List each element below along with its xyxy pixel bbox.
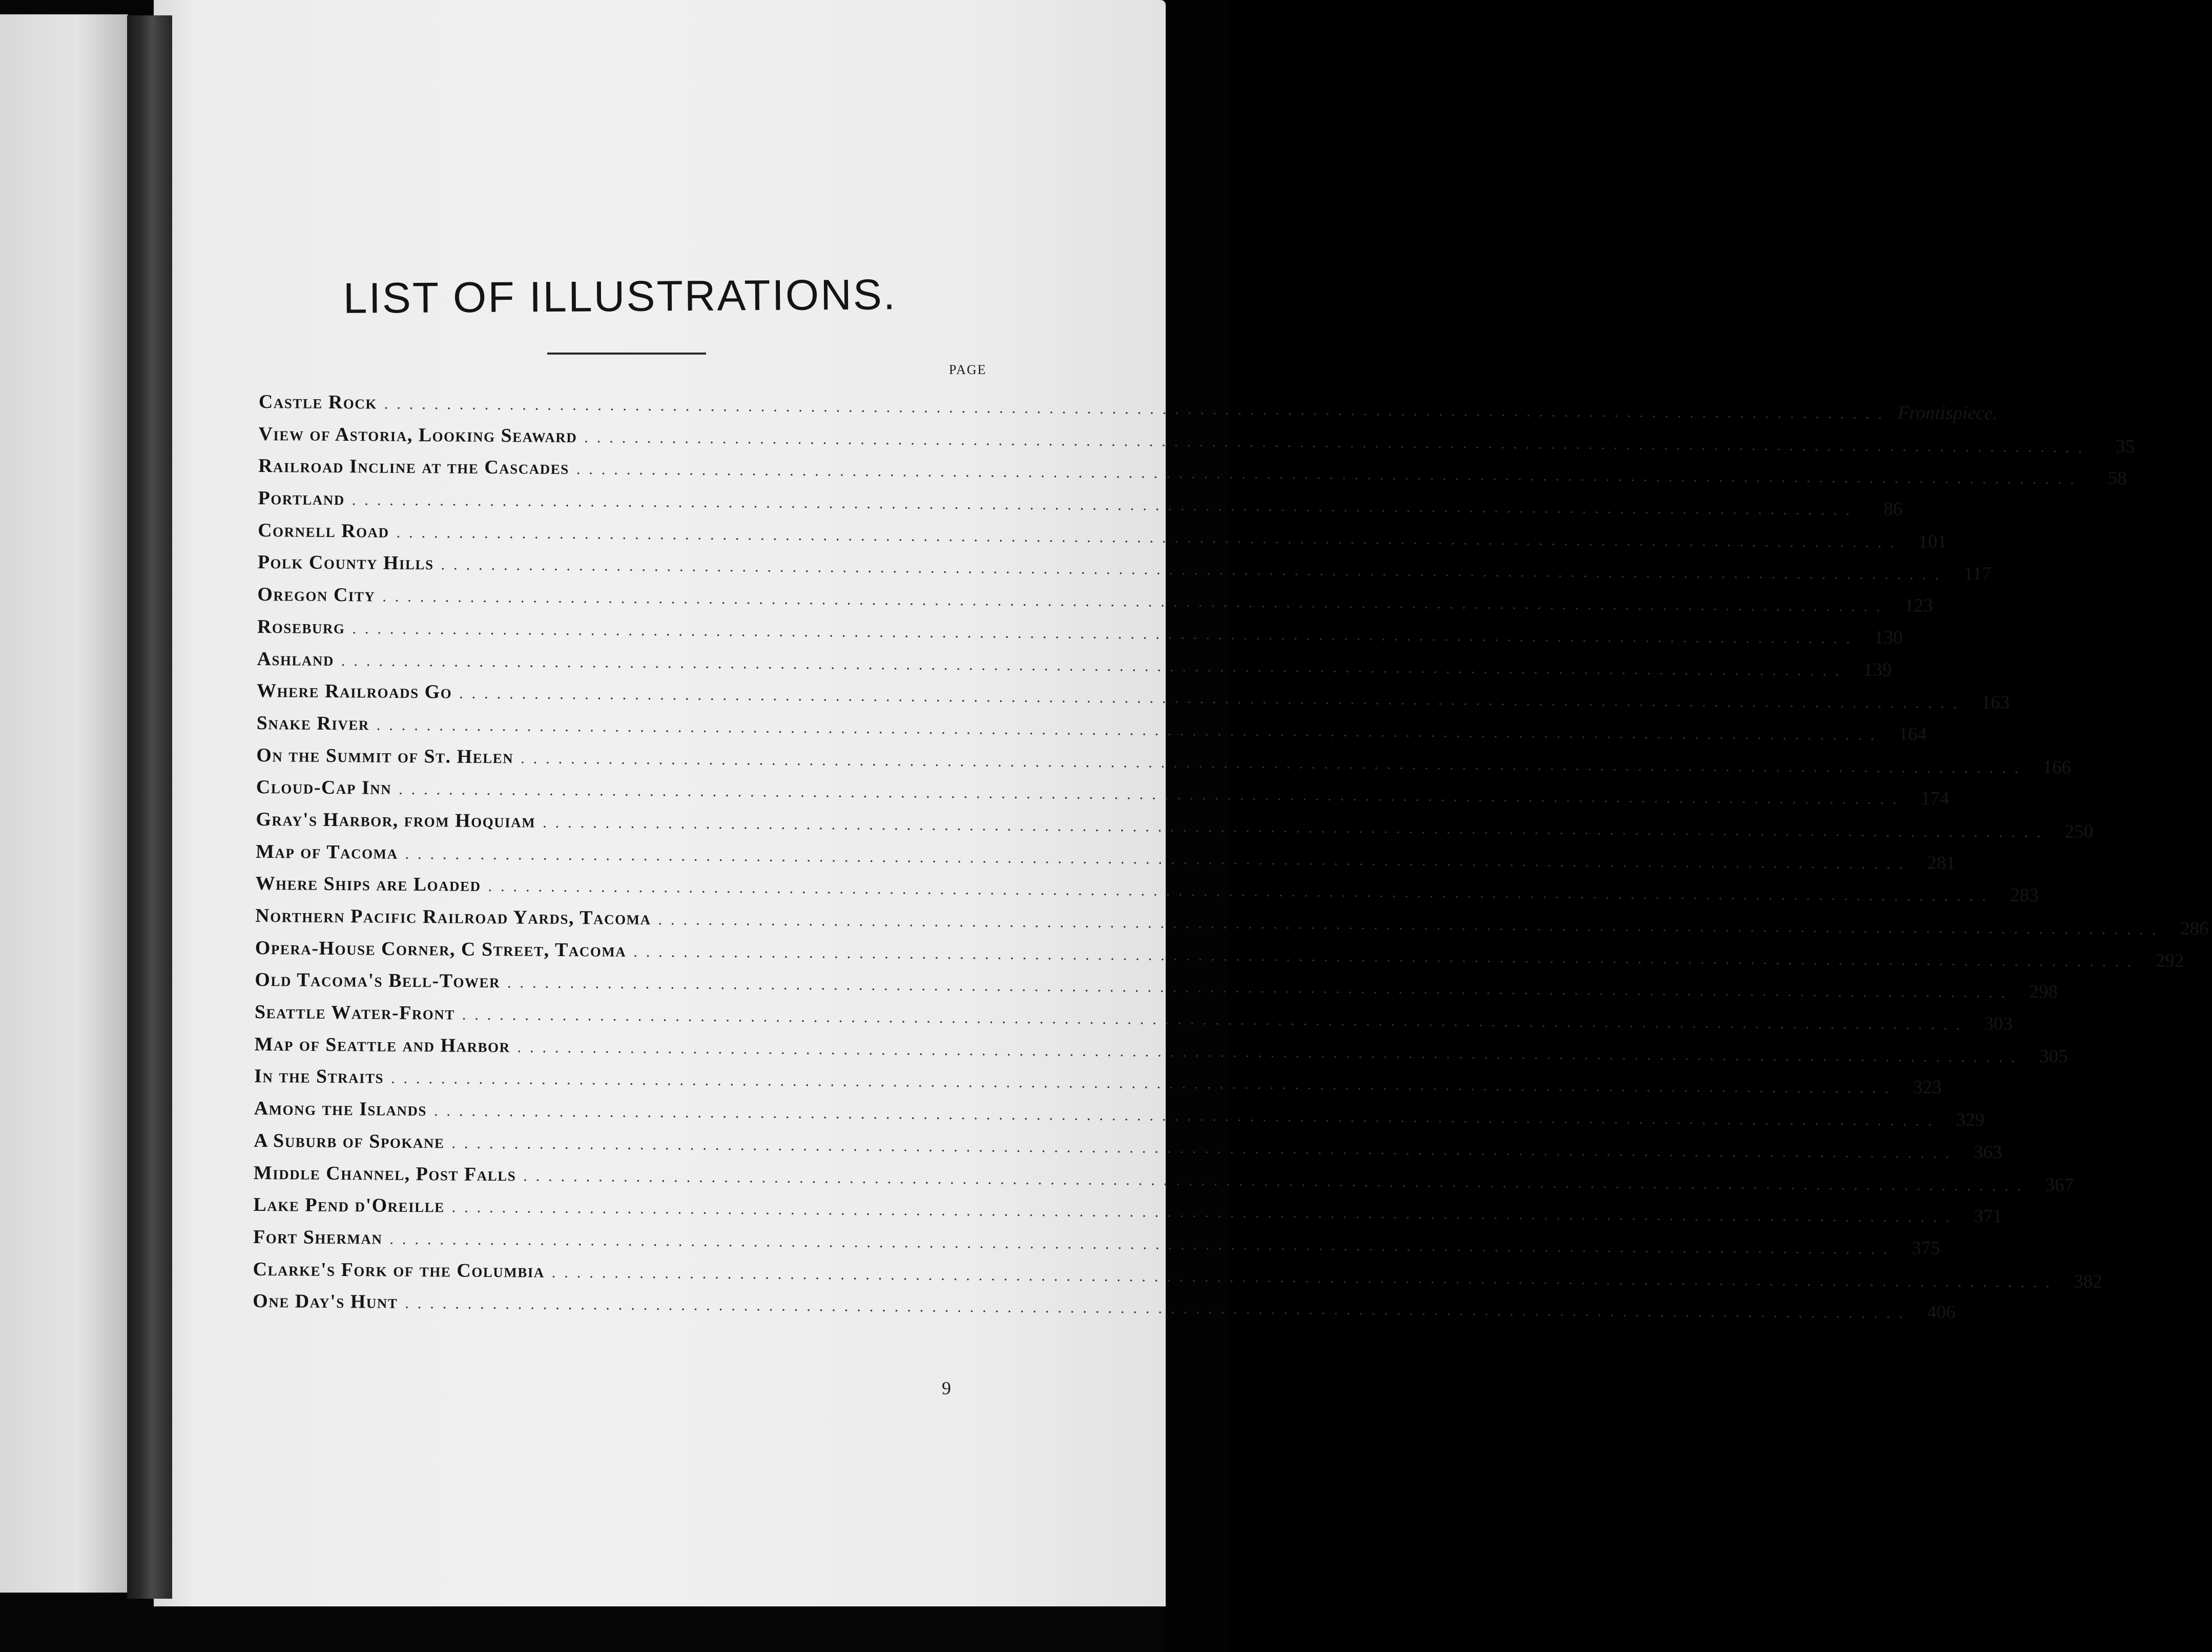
list-item — [255, 872, 2039, 910]
dot-leader: ........................................................................................................................ — [341, 652, 1848, 679]
list-item — [257, 615, 1903, 653]
page-title: LIST OF ILLUSTRATIONS. — [343, 270, 897, 322]
list-item — [258, 455, 2127, 492]
illustration-page-number: 164 — [1898, 724, 1927, 745]
illustration-title: Where Ships are Loaded — [255, 873, 481, 896]
list-item — [257, 551, 1992, 588]
dot-leader: ........................................................................................................................ — [384, 395, 1891, 423]
list-item — [255, 968, 2058, 1006]
illustration-page-number: 281 — [1927, 852, 1956, 874]
list-item — [258, 519, 1947, 556]
list-item — [254, 1033, 2068, 1070]
dot-leader: ........................................................................................................................ — [451, 1199, 1958, 1226]
dot-leader: ........................................................................................................................ — [376, 716, 1883, 744]
illustration-page-number: 305 — [2039, 1045, 2068, 1067]
list-item — [256, 808, 2094, 845]
illustration-page-number: 367 — [2045, 1174, 2074, 1196]
illustration-title: Where Railroads Go — [256, 680, 452, 703]
illustration-title: In the Straits — [254, 1065, 384, 1088]
illustration-page-number: 375 — [1911, 1237, 1940, 1259]
title-divider — [547, 353, 706, 355]
illustration-title: View of Astoria, Looking Seaward — [258, 423, 577, 447]
illustration-page-number: 382 — [2074, 1271, 2102, 1292]
illustration-title: Cornell Road — [258, 519, 389, 542]
list-item — [254, 1065, 1942, 1102]
dot-leader: ........................................................................................................................ — [521, 749, 2028, 777]
illustration-title: Cloud-Cap Inn — [256, 776, 392, 799]
illustration-title: Map of Seattle and Harbor — [254, 1033, 510, 1057]
illustration-title: Castle Rock — [258, 391, 377, 414]
dot-leader: ........................................................................................................................ — [405, 1295, 1912, 1322]
dot-leader: ........................................................................................................................ — [405, 845, 1912, 873]
dot-leader: ........................................................................................................................ — [441, 556, 1948, 584]
illustration-title: One Day's Hunt — [253, 1290, 398, 1313]
illustration-title: Among the Islands — [254, 1098, 427, 1121]
dot-leader: ........................................................................................................................ — [576, 461, 2083, 488]
illustration-page-number: 86 — [1883, 499, 1903, 520]
list-item — [256, 776, 1950, 813]
dot-leader: ........................................................................................................................ — [488, 878, 1995, 905]
dot-leader: ........................................................................................................................ — [399, 781, 1906, 808]
list-item — [257, 647, 1892, 685]
illustration-page-number: 292 — [2155, 950, 2184, 972]
list-item — [255, 840, 1956, 878]
illustration-page-number: 35 — [2116, 436, 2135, 457]
illustration-page-number: 286 — [2180, 918, 2209, 940]
list-item — [254, 1129, 2002, 1167]
dot-leader: ........................................................................................................................ — [523, 1167, 2030, 1194]
illustration-page-number: 163 — [1981, 692, 2010, 713]
illustration-title: Map of Tacoma — [255, 840, 398, 863]
list-item — [253, 1161, 2074, 1199]
list-item — [253, 1193, 2002, 1231]
list-item — [253, 1226, 1940, 1263]
illustration-page-number: 139 — [1863, 659, 1892, 680]
illustration-title: Fort Sherman — [253, 1226, 383, 1249]
illustration-page-number: 323 — [1913, 1077, 1942, 1099]
illustration-page-number: 298 — [2029, 981, 2058, 1003]
dot-leader: ........................................................................................................................ — [517, 1039, 2024, 1066]
dot-leader: ........................................................................................................................ — [584, 428, 2091, 456]
list-item — [256, 744, 2072, 781]
list-item — [254, 1097, 1985, 1134]
list-item — [253, 1290, 1956, 1327]
dot-leader: ........................................................................................................................ — [352, 620, 1859, 647]
illustration-page-number: 363 — [1973, 1142, 2002, 1163]
dot-leader: ........................................................................................................................ — [543, 814, 2050, 841]
page-column-header: PAGE — [949, 362, 987, 377]
illustration-page-number: 303 — [1984, 1013, 2013, 1035]
page-number: 9 — [942, 1378, 951, 1398]
illustration-title: Polk County Hills — [257, 551, 434, 574]
list-item — [258, 487, 1903, 524]
illustration-page-number: 174 — [1920, 788, 1950, 810]
dot-leader: ........................................................................................................................ — [459, 685, 1966, 712]
dot-leader: ........................................................................................................................ — [633, 943, 2140, 970]
dot-leader: ........................................................................................................................ — [396, 524, 1903, 551]
dot-leader: ........................................................................................................................ — [390, 1070, 1898, 1097]
illustration-page-number: 329 — [1956, 1109, 1985, 1131]
illustration-title: Opera-House Corner, C Street, Tacoma — [255, 937, 627, 961]
illustration-title: Clarke's Fork of the Columbia — [253, 1258, 545, 1282]
dot-leader: ........................................................................................................................ — [451, 1134, 1958, 1162]
illustration-title: Gray's Harbor, from Hoquiam — [256, 808, 536, 832]
illustration-title: Seattle Water-Front — [254, 1001, 455, 1024]
dot-leader: ........................................................................................................................ — [551, 1264, 2058, 1291]
illustration-title: Snake River — [256, 712, 369, 735]
dot-leader: ........................................................................................................................ — [389, 1230, 1896, 1258]
illustration-page-number: 250 — [2064, 821, 2094, 842]
facing-page-edge — [0, 14, 128, 1593]
dot-leader: ........................................................................................................................ — [352, 491, 1858, 519]
illustration-page-number: 117 — [1963, 563, 1992, 585]
illustration-title: Northern Pacific Railroad Yards, Tacoma — [255, 904, 651, 930]
illustration-title: Roseburg — [257, 615, 345, 638]
illustration-page-number: 283 — [2010, 885, 2039, 906]
illustration-title: On the Summit of St. Helen — [256, 744, 514, 768]
dot-leader: ........................................................................................................................ — [658, 911, 2165, 938]
illustration-page-number: 371 — [1973, 1206, 2002, 1227]
book-spine-shadow — [127, 15, 172, 1599]
illustration-page-number: 130 — [1874, 627, 1903, 649]
list-item — [257, 583, 1933, 621]
illustration-page-number: 166 — [2042, 756, 2072, 778]
illustrations-list — [253, 390, 2209, 1327]
illustration-page-number: 406 — [1927, 1302, 1956, 1324]
dot-leader: ........................................................................................................................ — [507, 974, 2014, 1002]
list-item — [256, 712, 1927, 749]
illustration-page-number: 123 — [1904, 595, 1933, 616]
list-item — [255, 904, 2209, 942]
illustration-title: Railroad Incline at the Cascades — [258, 455, 569, 479]
dot-leader: ........................................................................................................................ — [462, 1006, 1969, 1034]
illustration-title: Old Tacoma's Bell-Tower — [255, 969, 501, 993]
dot-leader: ........................................................................................................................ — [433, 1102, 1941, 1129]
illustration-title: Middle Channel, Post Falls — [253, 1162, 516, 1185]
illustration-title: A Suburb of Spokane — [254, 1129, 445, 1153]
illustration-title: Oregon City — [257, 584, 376, 606]
illustration-page-number: 58 — [2107, 468, 2127, 489]
illustration-title: Portland — [258, 487, 345, 510]
illustration-title: Ashland — [257, 648, 335, 670]
list-item — [255, 937, 2184, 974]
list-item — [253, 1258, 2102, 1295]
illustration-title: Lake Pend d'Oreille — [253, 1194, 445, 1217]
dot-leader: ........................................................................................................................ — [382, 588, 1889, 615]
list-item — [256, 679, 2010, 717]
list-item — [258, 390, 1998, 428]
illustration-page-number: 101 — [1918, 531, 1947, 552]
list-item — [254, 1001, 2013, 1038]
list-item — [258, 423, 2135, 460]
